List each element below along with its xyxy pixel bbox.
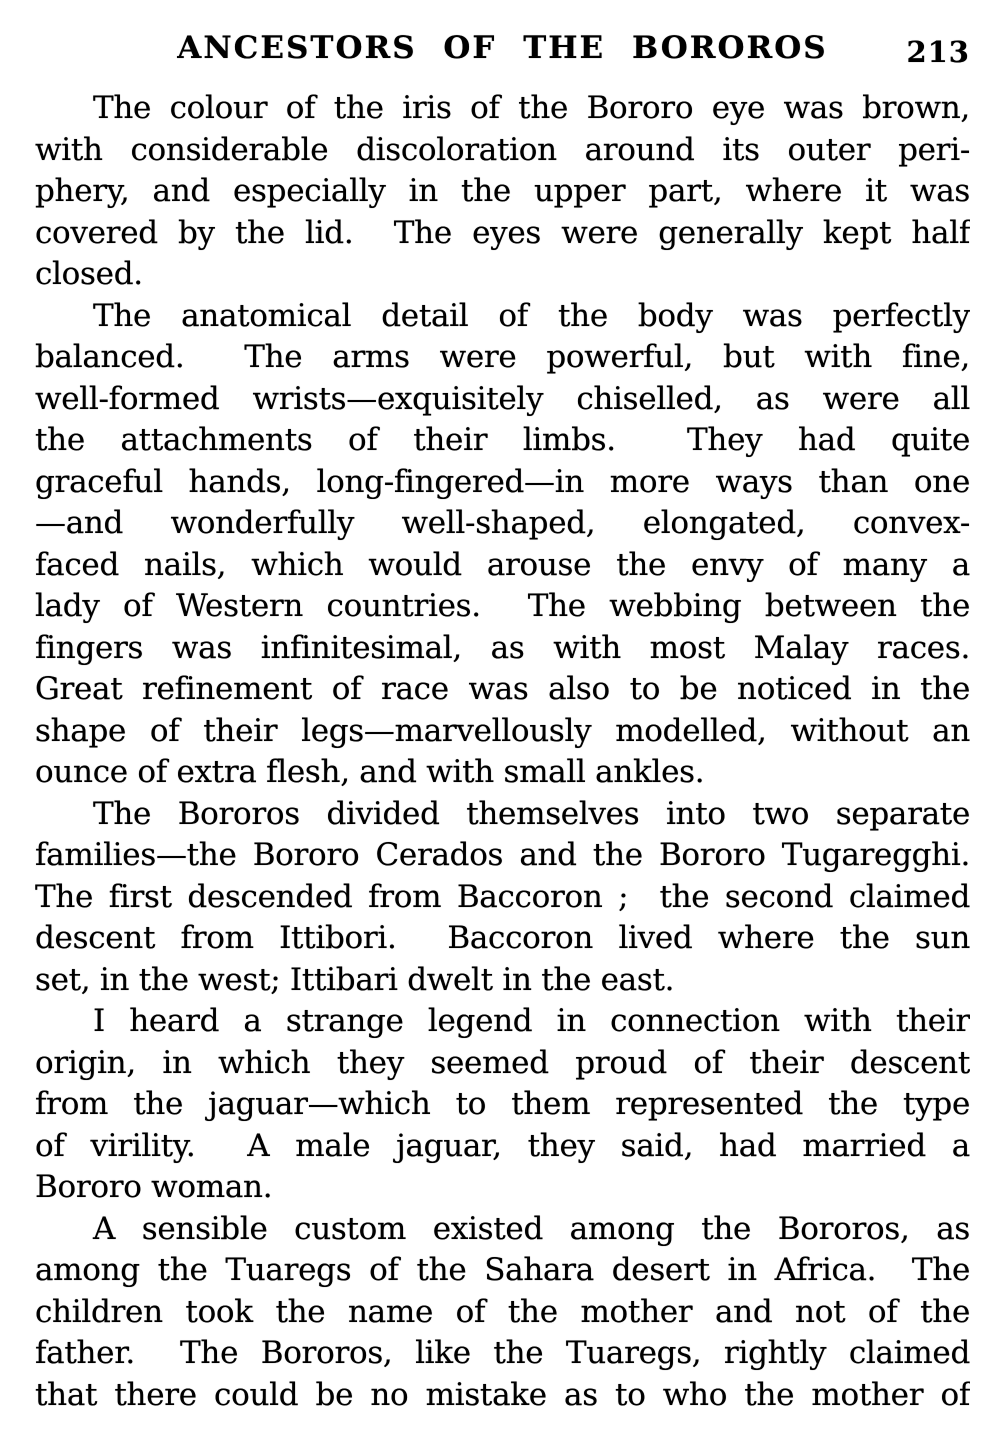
text-line: A sensible custom existed among the Bororos, as bbox=[93, 1210, 970, 1247]
text-line: with considerable discoloration around its outer peri- bbox=[35, 131, 970, 168]
text-line: I heard a strange legend in connection with their bbox=[93, 1003, 970, 1039]
paragraph-3 bbox=[35, 794, 970, 1002]
text-line: from the jaguar—which to them represented the type bbox=[35, 1086, 970, 1122]
text-line: —and wonderfully well-shaped, elongated, convex- bbox=[35, 505, 970, 541]
paragraph-4 bbox=[35, 1001, 970, 1209]
text-line: ounce of extra flesh, and with small ankles. bbox=[35, 754, 705, 790]
running-title: ANCESTORS OF THE BOROROS bbox=[177, 30, 828, 66]
text-line: children took the name of the mother and not of the bbox=[35, 1293, 970, 1330]
text-line: phery, and especially in the upper part, where it was bbox=[35, 173, 970, 209]
text-line: father. The Bororos, like the Tuaregs, rightly claimed bbox=[35, 1335, 970, 1371]
text-line: balanced. The arms were powerful, but with fine, bbox=[35, 339, 970, 375]
text-line: The Bororos divided themselves into two separate bbox=[93, 795, 970, 832]
text-line: The anatomical detail of the body was perfectly bbox=[93, 297, 970, 334]
text-line: set, in the west; Ittibari dwelt in the east. bbox=[35, 961, 675, 998]
paragraph-1 bbox=[35, 88, 970, 296]
text-block bbox=[35, 88, 970, 1416]
paragraph-5 bbox=[35, 1209, 970, 1417]
text-line: graceful hands, long-fingered—in more ways than one bbox=[35, 463, 970, 500]
text-line: The first descended from Baccoron ; the second claimed bbox=[35, 878, 970, 915]
text-line: the attachments of their limbs. They had quite bbox=[35, 422, 970, 458]
text-line: that there could be no mistake as to who the mother of bbox=[35, 1376, 970, 1413]
paragraph-2 bbox=[35, 296, 970, 794]
text-line: lady of Western countries. The webbing between the bbox=[35, 588, 970, 624]
page-header bbox=[35, 30, 970, 72]
text-line: origin, in which they seemed proud of their descent bbox=[35, 1044, 970, 1081]
text-line: descent from Ittibori. Baccoron lived where the sun bbox=[35, 920, 970, 956]
text-line: of virility. A male jaguar, they said, had married a bbox=[35, 1127, 970, 1164]
text-line: The colour of the iris of the Bororo eye was brown, bbox=[93, 90, 970, 126]
page-number: 213 bbox=[906, 35, 970, 69]
text-line: fingers was infinitesimal, as with most Malay races. bbox=[35, 629, 970, 666]
text-line: shape of their legs—marvellously modelled, without an bbox=[35, 712, 970, 749]
text-line: families—the Bororo Cerados and the Bororo Tugaregghi. bbox=[35, 837, 970, 873]
text-line: Great refinement of race was also to be noticed in the bbox=[35, 671, 970, 707]
text-line: faced nails, which would arouse the envy of many a bbox=[35, 546, 970, 583]
text-line: closed. bbox=[35, 256, 143, 292]
text-line: Bororo woman. bbox=[35, 1169, 273, 1205]
text-line: well-formed wrists—exquisitely chiselled, as were all bbox=[35, 380, 970, 417]
text-line: among the Tuaregs of the Sahara desert in Africa. The bbox=[35, 1252, 970, 1288]
text-line: covered by the lid. The eyes were generally kept half bbox=[35, 214, 970, 251]
